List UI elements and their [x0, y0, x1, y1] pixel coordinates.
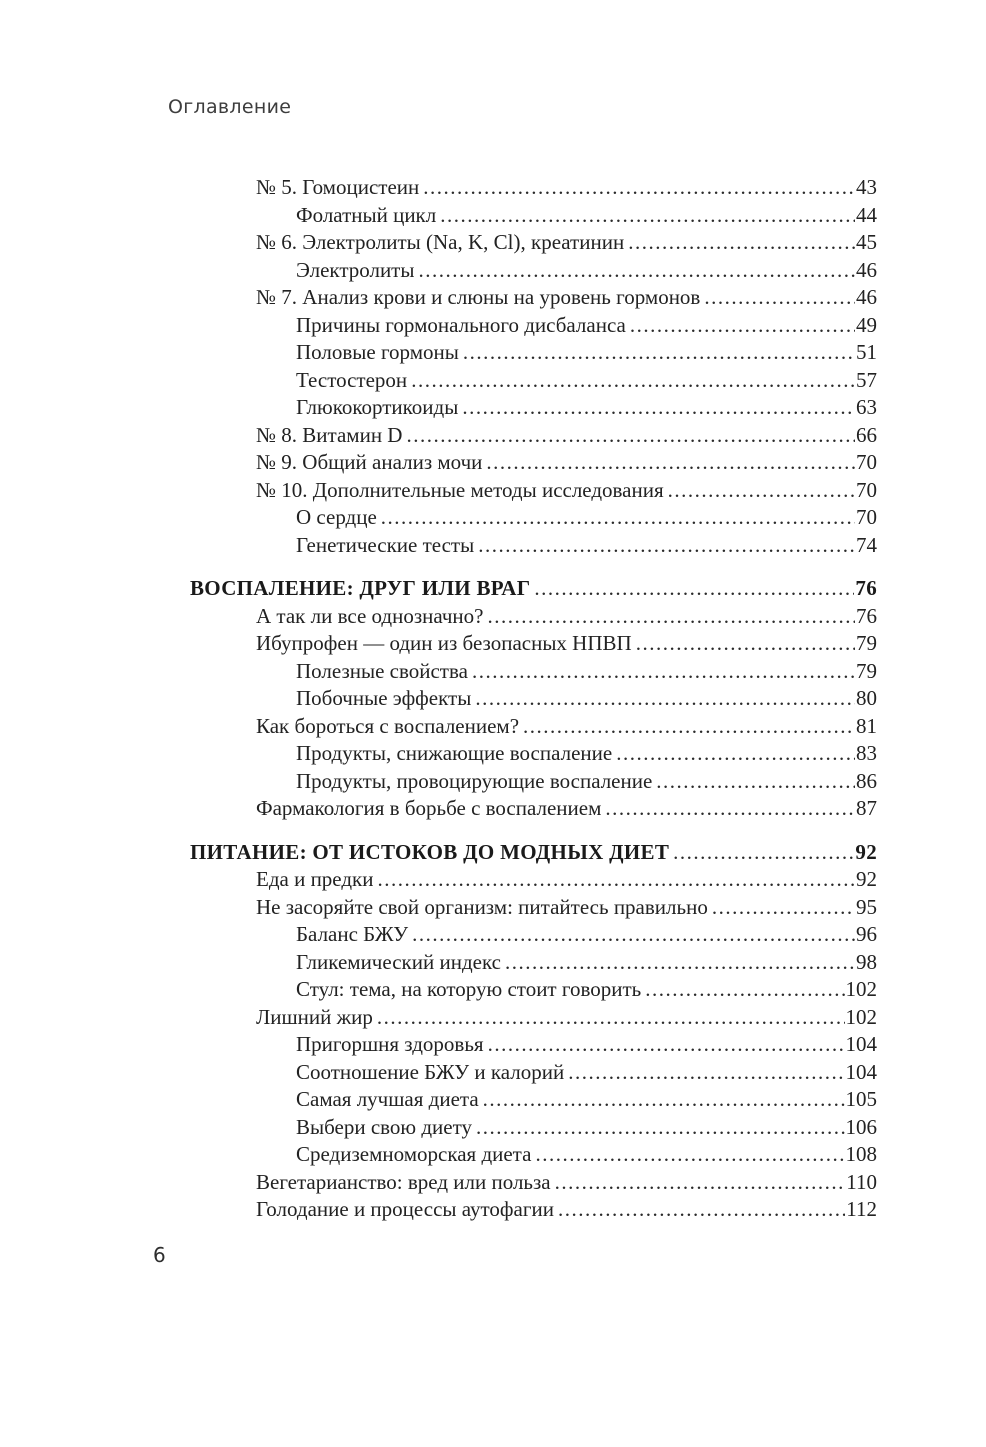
- toc-entry-title: Полезные свойства: [296, 658, 468, 683]
- dot-leader: [418, 257, 855, 285]
- dot-leader: [406, 422, 855, 450]
- toc-entry-page: 102: [845, 1004, 877, 1029]
- toc-entry-title: Соотношение БЖУ и калорий: [296, 1059, 565, 1084]
- toc-entry[interactable]: [190, 921, 877, 949]
- toc-entry[interactable]: [190, 740, 877, 768]
- toc-entry-page: 87: [856, 796, 877, 820]
- toc-entry-page: 57: [856, 367, 877, 392]
- dot-leader: [412, 921, 855, 949]
- toc-entry[interactable]: [190, 449, 877, 477]
- dot-leader: [462, 394, 855, 422]
- dot-leader: [668, 477, 855, 505]
- toc-entry-page: 46: [856, 257, 877, 282]
- toc-entry[interactable]: [190, 768, 877, 796]
- toc-entry-page: 49: [856, 312, 877, 337]
- toc-entry-title: Еда и предки: [256, 867, 374, 891]
- toc-entry-page: 43: [856, 175, 877, 199]
- toc-entry[interactable]: [190, 1141, 877, 1169]
- toc-entry[interactable]: [190, 658, 877, 686]
- toc-entry-page: 76: [855, 576, 877, 600]
- toc-entry-page: 98: [856, 949, 877, 974]
- toc-entry-page: 108: [845, 1142, 877, 1166]
- toc-entry[interactable]: [190, 422, 877, 450]
- toc-entry-page: 112: [846, 1197, 877, 1221]
- toc-entry[interactable]: [190, 1196, 877, 1224]
- toc-entry[interactable]: [190, 976, 877, 1004]
- toc-entry-page: 45: [856, 230, 877, 254]
- toc-entry[interactable]: [190, 1004, 877, 1032]
- toc-entry-page: 92: [856, 867, 877, 891]
- toc-entry[interactable]: [190, 477, 877, 505]
- dot-leader: [534, 575, 854, 603]
- toc-entry-page: 63: [856, 395, 877, 419]
- toc-entry-title: № 10. Дополнительные методы исследования: [256, 477, 664, 502]
- dot-leader: [673, 839, 854, 867]
- toc-entry[interactable]: [190, 575, 877, 603]
- toc-entry[interactable]: [190, 257, 877, 285]
- toc-entry-title: Самая лучшая диета: [296, 1087, 479, 1111]
- dot-leader: [411, 367, 855, 395]
- toc-entry-page: 79: [856, 631, 877, 655]
- toc-entry-title: № 5. Гомоцистеин: [256, 175, 420, 199]
- toc-entry-page: 74: [856, 532, 877, 557]
- toc-entry-title: Продукты, снижающие воспаление: [296, 741, 613, 765]
- dot-leader: [463, 339, 855, 367]
- toc-entry-title: Половые гормоны: [296, 340, 459, 364]
- toc-entry-title: № 6. Электролиты (Na, K, Cl), креатинин: [256, 230, 625, 254]
- toc-entry[interactable]: [190, 1059, 877, 1087]
- toc-entry-page: 76: [856, 603, 877, 628]
- toc-entry-title: Голодание и процессы аутофагии: [256, 1197, 554, 1221]
- toc-entry[interactable]: [190, 685, 877, 713]
- toc-entry-title: № 9. Общий анализ мочи: [256, 450, 483, 474]
- dot-leader: [704, 284, 855, 312]
- dot-leader: [381, 504, 855, 532]
- dot-leader: [440, 202, 855, 230]
- toc-entry-title: Фолатный цикл: [296, 202, 437, 227]
- toc-entry[interactable]: [190, 949, 877, 977]
- toc-entry-page: 51: [856, 340, 877, 364]
- toc-entry-page: 106: [845, 1114, 877, 1139]
- toc-entry[interactable]: [190, 532, 877, 560]
- toc-entry[interactable]: [190, 603, 877, 631]
- toc-entry-page: 79: [856, 658, 877, 683]
- toc-entry[interactable]: [190, 367, 877, 395]
- toc-entry-title: А так ли все однозначно?: [256, 603, 484, 628]
- toc-entry[interactable]: [190, 339, 877, 367]
- dot-leader: [486, 449, 855, 477]
- toc-entry-title: Тестостерон: [296, 367, 408, 392]
- toc-entry-page: 105: [845, 1087, 877, 1111]
- dot-leader: [476, 1114, 844, 1142]
- dot-leader: [636, 630, 855, 658]
- toc-entry-title: Ибупрофен — один из безопасных НПВП: [256, 631, 632, 655]
- toc-entry-title: Выбери свою диету: [296, 1114, 473, 1139]
- toc-entry-page: 66: [856, 422, 877, 447]
- toc-entry-title: Как бороться с воспалением?: [256, 713, 520, 738]
- dot-leader: [558, 1196, 845, 1224]
- dot-leader: [568, 1059, 844, 1087]
- toc-entry-title: О сердце: [296, 505, 377, 529]
- dot-leader: [505, 949, 855, 977]
- toc-entry-title: № 8. Витамин D: [256, 422, 403, 447]
- running-header: Оглавление: [168, 96, 292, 118]
- dot-leader: [475, 685, 855, 713]
- toc-entry-title: Причины гормонального дисбаланса: [296, 312, 626, 337]
- toc-entry[interactable]: [190, 1169, 877, 1197]
- toc-entry-title: Глюкокортикоиды: [296, 395, 459, 419]
- toc-entry-title: Стул: тема, на которую стоит говорить: [296, 977, 642, 1001]
- dot-leader: [423, 174, 855, 202]
- toc-entry[interactable]: [190, 394, 877, 422]
- toc-entry-page: 104: [845, 1059, 877, 1084]
- toc-entry[interactable]: [190, 312, 877, 340]
- dot-leader: [488, 1031, 845, 1059]
- toc-entry-title: ПИТАНИЕ: ОТ ИСТОКОВ ДО МОДНЫХ ДИЕТ: [190, 839, 670, 864]
- toc-entry-page: 104: [845, 1032, 877, 1056]
- toc-entry[interactable]: [190, 202, 877, 230]
- toc-entry-title: ВОСПАЛЕНИЕ: ДРУГ ИЛИ ВРАГ: [190, 576, 531, 600]
- toc-entry-title: Гликемический индекс: [296, 949, 501, 974]
- toc-entry[interactable]: [190, 504, 877, 532]
- toc-entry-page: 96: [856, 922, 877, 946]
- dot-leader: [483, 1086, 845, 1114]
- dot-leader: [616, 740, 855, 768]
- dot-leader: [630, 312, 855, 340]
- toc-entry-page: 70: [856, 450, 877, 474]
- toc-entry-page: 70: [856, 477, 877, 502]
- toc-entry-title: Средиземноморская диета: [296, 1142, 532, 1166]
- dot-leader: [712, 894, 855, 922]
- dot-leader: [377, 1004, 845, 1032]
- toc-entry-title: Пригоршня здоровья: [296, 1032, 484, 1056]
- dot-leader: [656, 768, 855, 796]
- dot-leader: [535, 1141, 844, 1169]
- dot-leader: [472, 658, 855, 686]
- toc-entry[interactable]: [190, 866, 877, 894]
- toc-entry-title: № 7. Анализ крови и слюны на уровень гормонов: [256, 285, 701, 309]
- toc-entry[interactable]: [190, 229, 877, 257]
- toc-entry[interactable]: [190, 839, 877, 867]
- table-of-contents: [190, 174, 877, 1224]
- toc-entry[interactable]: [190, 713, 877, 741]
- page-number: 6: [153, 1243, 166, 1267]
- toc-entry-page: 86: [856, 768, 877, 793]
- toc-entry[interactable]: [190, 795, 877, 823]
- toc-entry-page: 44: [856, 202, 877, 227]
- toc-entry-page: 102: [845, 977, 877, 1001]
- dot-leader: [555, 1169, 846, 1197]
- toc-entry-page: 95: [856, 894, 877, 919]
- toc-entry-page: 83: [856, 741, 877, 765]
- dot-leader: [645, 976, 844, 1004]
- toc-entry-title: Лишний жир: [256, 1004, 373, 1029]
- toc-entry-page: 110: [846, 1169, 877, 1194]
- dot-leader: [487, 603, 855, 631]
- toc-entry-title: Генетические тесты: [296, 532, 475, 557]
- toc-entry[interactable]: [190, 1086, 877, 1114]
- toc-entry-title: Электролиты: [296, 257, 415, 282]
- dot-leader: [605, 795, 855, 823]
- toc-entry-page: 80: [856, 686, 877, 710]
- toc-entry-title: Продукты, провоцирующие воспаление: [296, 768, 653, 793]
- dot-leader: [523, 713, 855, 741]
- toc-entry[interactable]: [190, 1031, 877, 1059]
- toc-entry[interactable]: [190, 1114, 877, 1142]
- toc-entry[interactable]: [190, 284, 877, 312]
- toc-entry-title: Побочные эффекты: [296, 686, 472, 710]
- toc-entry-title: Фармакология в борьбе с воспалением: [256, 796, 602, 820]
- toc-entry[interactable]: [190, 894, 877, 922]
- toc-entry-title: Не засоряйте свой организм: питайтесь правильно: [256, 894, 708, 919]
- dot-leader: [478, 532, 855, 560]
- toc-entry[interactable]: [190, 630, 877, 658]
- toc-entry-page: 70: [856, 505, 877, 529]
- toc-entry[interactable]: [190, 174, 877, 202]
- dot-leader: [377, 866, 855, 894]
- toc-entry-title: Вегетарианство: вред или польза: [256, 1169, 551, 1194]
- toc-entry-page: 92: [855, 839, 877, 864]
- toc-entry-title: Баланс БЖУ: [296, 922, 409, 946]
- toc-entry-page: 81: [856, 713, 877, 738]
- dot-leader: [628, 229, 855, 257]
- toc-entry-page: 46: [856, 285, 877, 309]
